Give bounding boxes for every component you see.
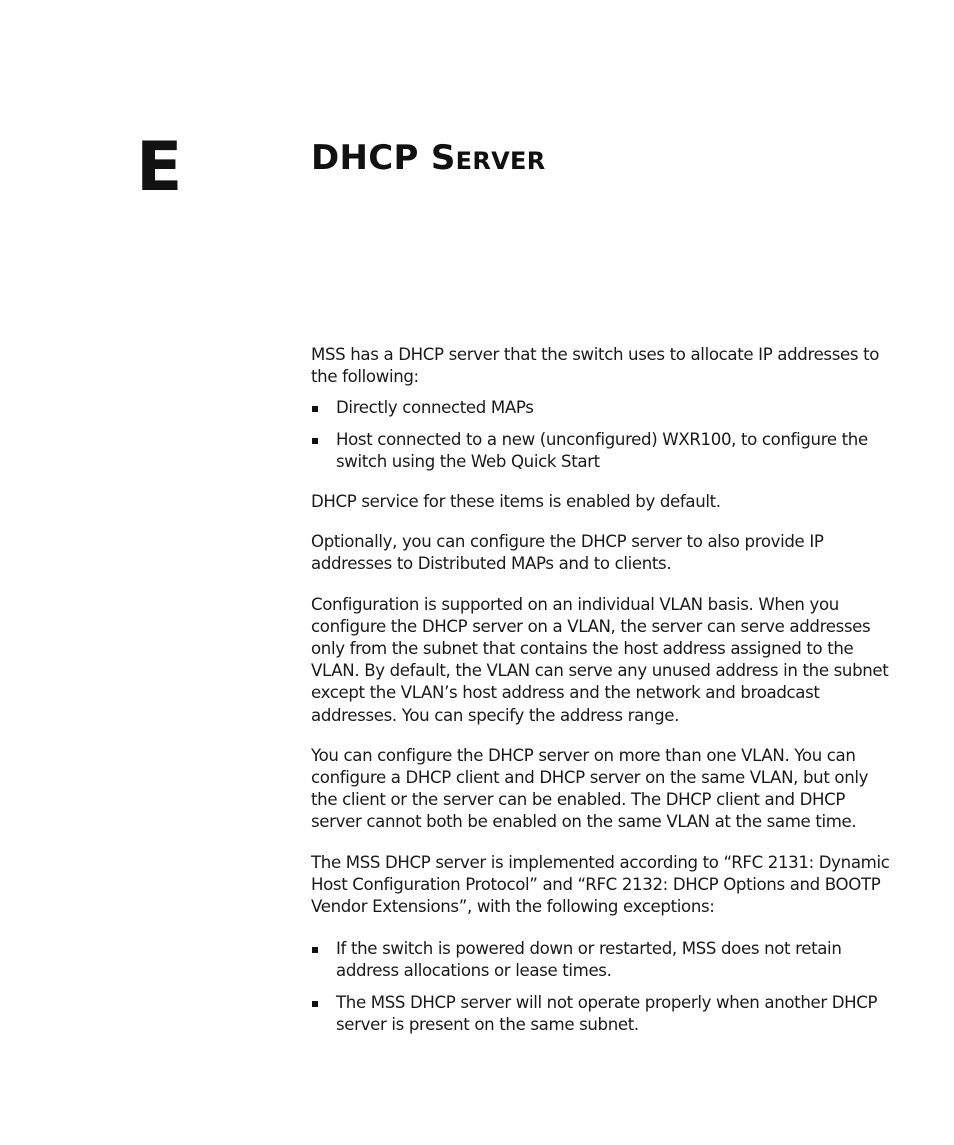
square-bullet-icon bbox=[312, 947, 318, 953]
body-text bbox=[311, 344, 896, 1045]
square-bullet-icon bbox=[312, 406, 318, 412]
multi-vlan-paragraph: You can configure the DHCP server on more than one VLAN. You can configure a DHCP client and DHCP server on the same VLAN, but only the client or the server can be enabled. The DHCP client and DHCP server cannot both be enabled on the same VLAN at the same time. bbox=[311, 745, 869, 832]
vlan-paragraph: Configuration is supported on an individual VLAN basis. When you configure the DHCP server on a VLAN, the server can serve addresses only from the subnet that contains the host address assigned to the VLAN. By default, the VLAN can serve any unused address in the subnet except the VLAN’s host address and the network and broadcast addresses. You can specify the address range. bbox=[311, 594, 889, 725]
list-item-text: Directly connected MAPs bbox=[336, 398, 534, 418]
square-bullet-icon bbox=[312, 1001, 318, 1007]
exceptions-list bbox=[311, 938, 896, 1036]
list-item-text: Host connected to a new (unconfigured) WXR100, to configure the switch using the Web Quick Start bbox=[336, 429, 868, 471]
appendix-letter: E bbox=[136, 128, 183, 207]
list-item-text: If the switch is powered down or restarted, MSS does not retain address allocations or lease times. bbox=[336, 939, 842, 981]
chapter-title: DHCP Server bbox=[311, 138, 546, 178]
list-item bbox=[311, 992, 896, 1036]
optional-paragraph: Optionally, you can configure the DHCP server to also provide IP addresses to Distributed MAPs and to clients. bbox=[311, 532, 824, 574]
default-paragraph: DHCP service for these items is enabled by default. bbox=[311, 492, 721, 512]
rfc-paragraph: The MSS DHCP server is implemented according to “RFC 2131: Dynamic Host Configuration Protocol” and “RFC 2132: DHCP Options and BOOTP Vendor Extensions”, with the following exceptions: bbox=[311, 852, 890, 917]
list-item-text: The MSS DHCP server will not operate properly when another DHCP server is present on the same subnet. bbox=[336, 992, 878, 1034]
served-hosts-list bbox=[311, 397, 896, 473]
list-item bbox=[311, 429, 896, 473]
square-bullet-icon bbox=[312, 438, 318, 444]
list-item bbox=[311, 938, 896, 982]
list-item bbox=[311, 397, 896, 419]
intro-paragraph: MSS has a DHCP server that the switch uses to allocate IP addresses to the following: bbox=[311, 345, 880, 387]
